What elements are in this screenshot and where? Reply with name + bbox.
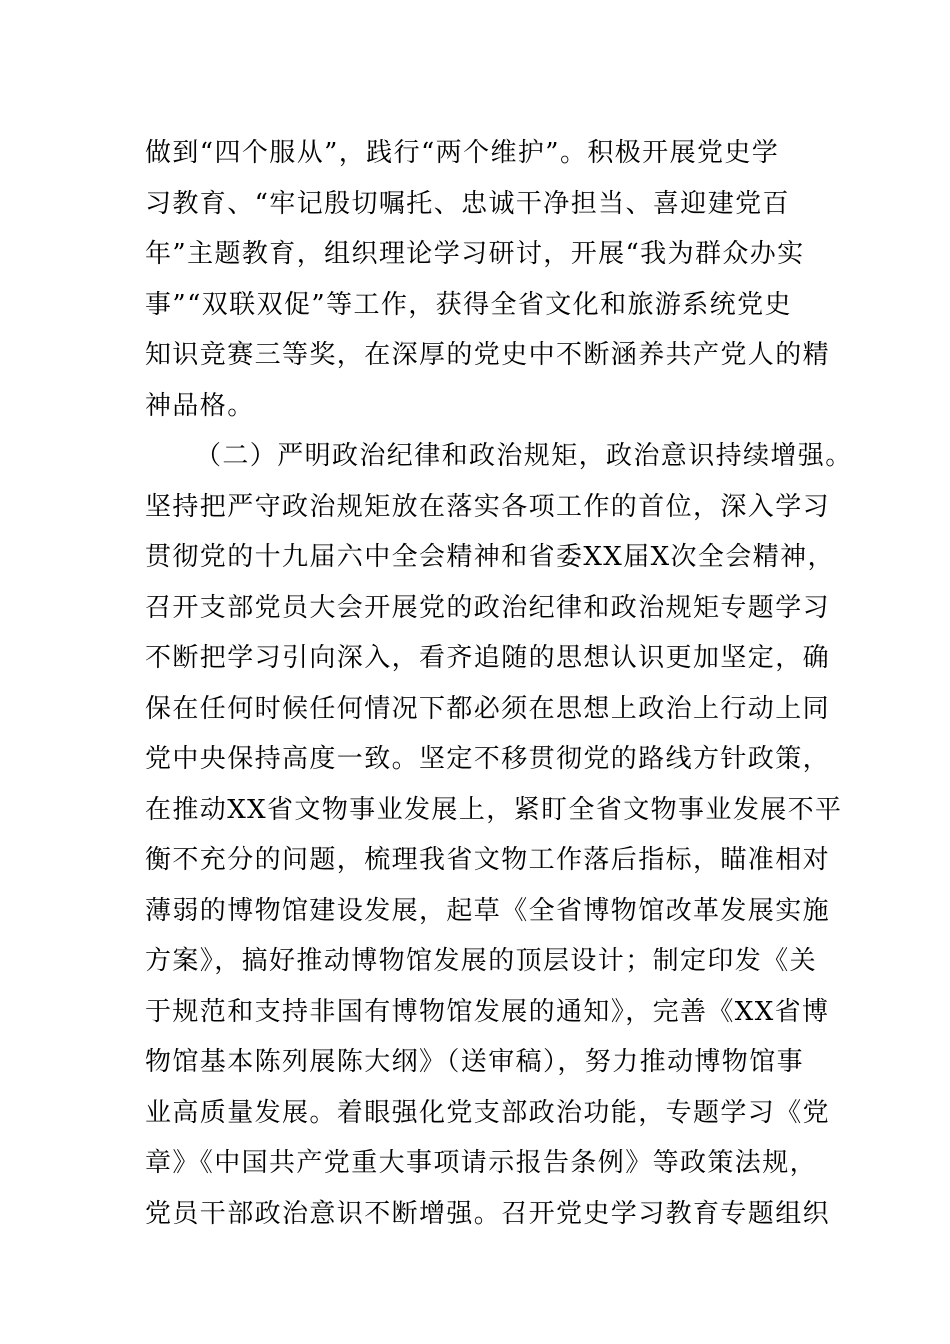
- section-heading: （二）严明政治纪律和政治规矩，政治意识持续增强。: [195, 441, 853, 471]
- text-line: 年”主题教育，组织理论学习研讨，开展“我为群众办实: [145, 239, 805, 269]
- text-line: 习教育、“牢记殷切嘱托、忠诚干净担当、喜迎建党百: [145, 188, 790, 219]
- text-line: 物馆基本陈列展陈大纲》（送审稿），努力推动博物馆事: [145, 1047, 805, 1077]
- text-line: 不断把学习引向深入，看齐追随的思想认识更加坚定，确: [145, 643, 831, 673]
- text-line: 坚持把严守政治规矩放在落实各项工作的首位，深入学习: [145, 491, 831, 522]
- text-line: 保在任何时候任何情况下都必须在思想上政治上行动上同: [145, 693, 831, 724]
- body-text: [145, 128, 853, 1239]
- text-line: 事”“双联双促”等工作，获得全省文化和旅游系统党史: [145, 289, 792, 320]
- text-line: 党员干部政治意识不断增强。召开党史学习教育专题组织: [145, 1198, 831, 1229]
- text-line: 衡不充分的问题，梳理我省文物工作落后指标，瞄准相对: [145, 845, 831, 875]
- text-line: 党中央保持高度一致。坚定不移贯彻党的路线方针政策，: [145, 744, 831, 774]
- text-line: 召开支部党员大会开展党的政治纪律和政治规矩专题学习: [145, 592, 831, 623]
- text-line: 方案》，搞好推动博物馆发展的顶层设计；制定印发《关: [145, 946, 818, 976]
- text-line: 薄弱的博物馆建设发展，起草《全省博物馆改革发展实施: [145, 895, 831, 926]
- text-line: 神品格。: [145, 390, 255, 421]
- text-line: 章》《中国共产党重大事项请示报告条例》等政策法规，: [145, 1148, 818, 1178]
- text-line: 于规范和支持非国有博物馆发展的通知》，完善《XX省博: [145, 996, 830, 1027]
- text-line: 知识竞赛三等奖，在深厚的党史中不断涵养共产党人的精: [145, 340, 831, 370]
- text-line: 贯彻党的十九届六中全会精神和省委XX届X次全会精神，: [145, 542, 835, 572]
- text-line: 做到“四个服从”，践行“两个维护”。积极开展党史学: [145, 138, 780, 168]
- text-line: 在推动XX省文物事业发展上，紧盯全省文物事业发展不平: [145, 794, 843, 825]
- text-line: 业高质量发展。着眼强化党支部政治功能，专题学习《党: [145, 1097, 831, 1128]
